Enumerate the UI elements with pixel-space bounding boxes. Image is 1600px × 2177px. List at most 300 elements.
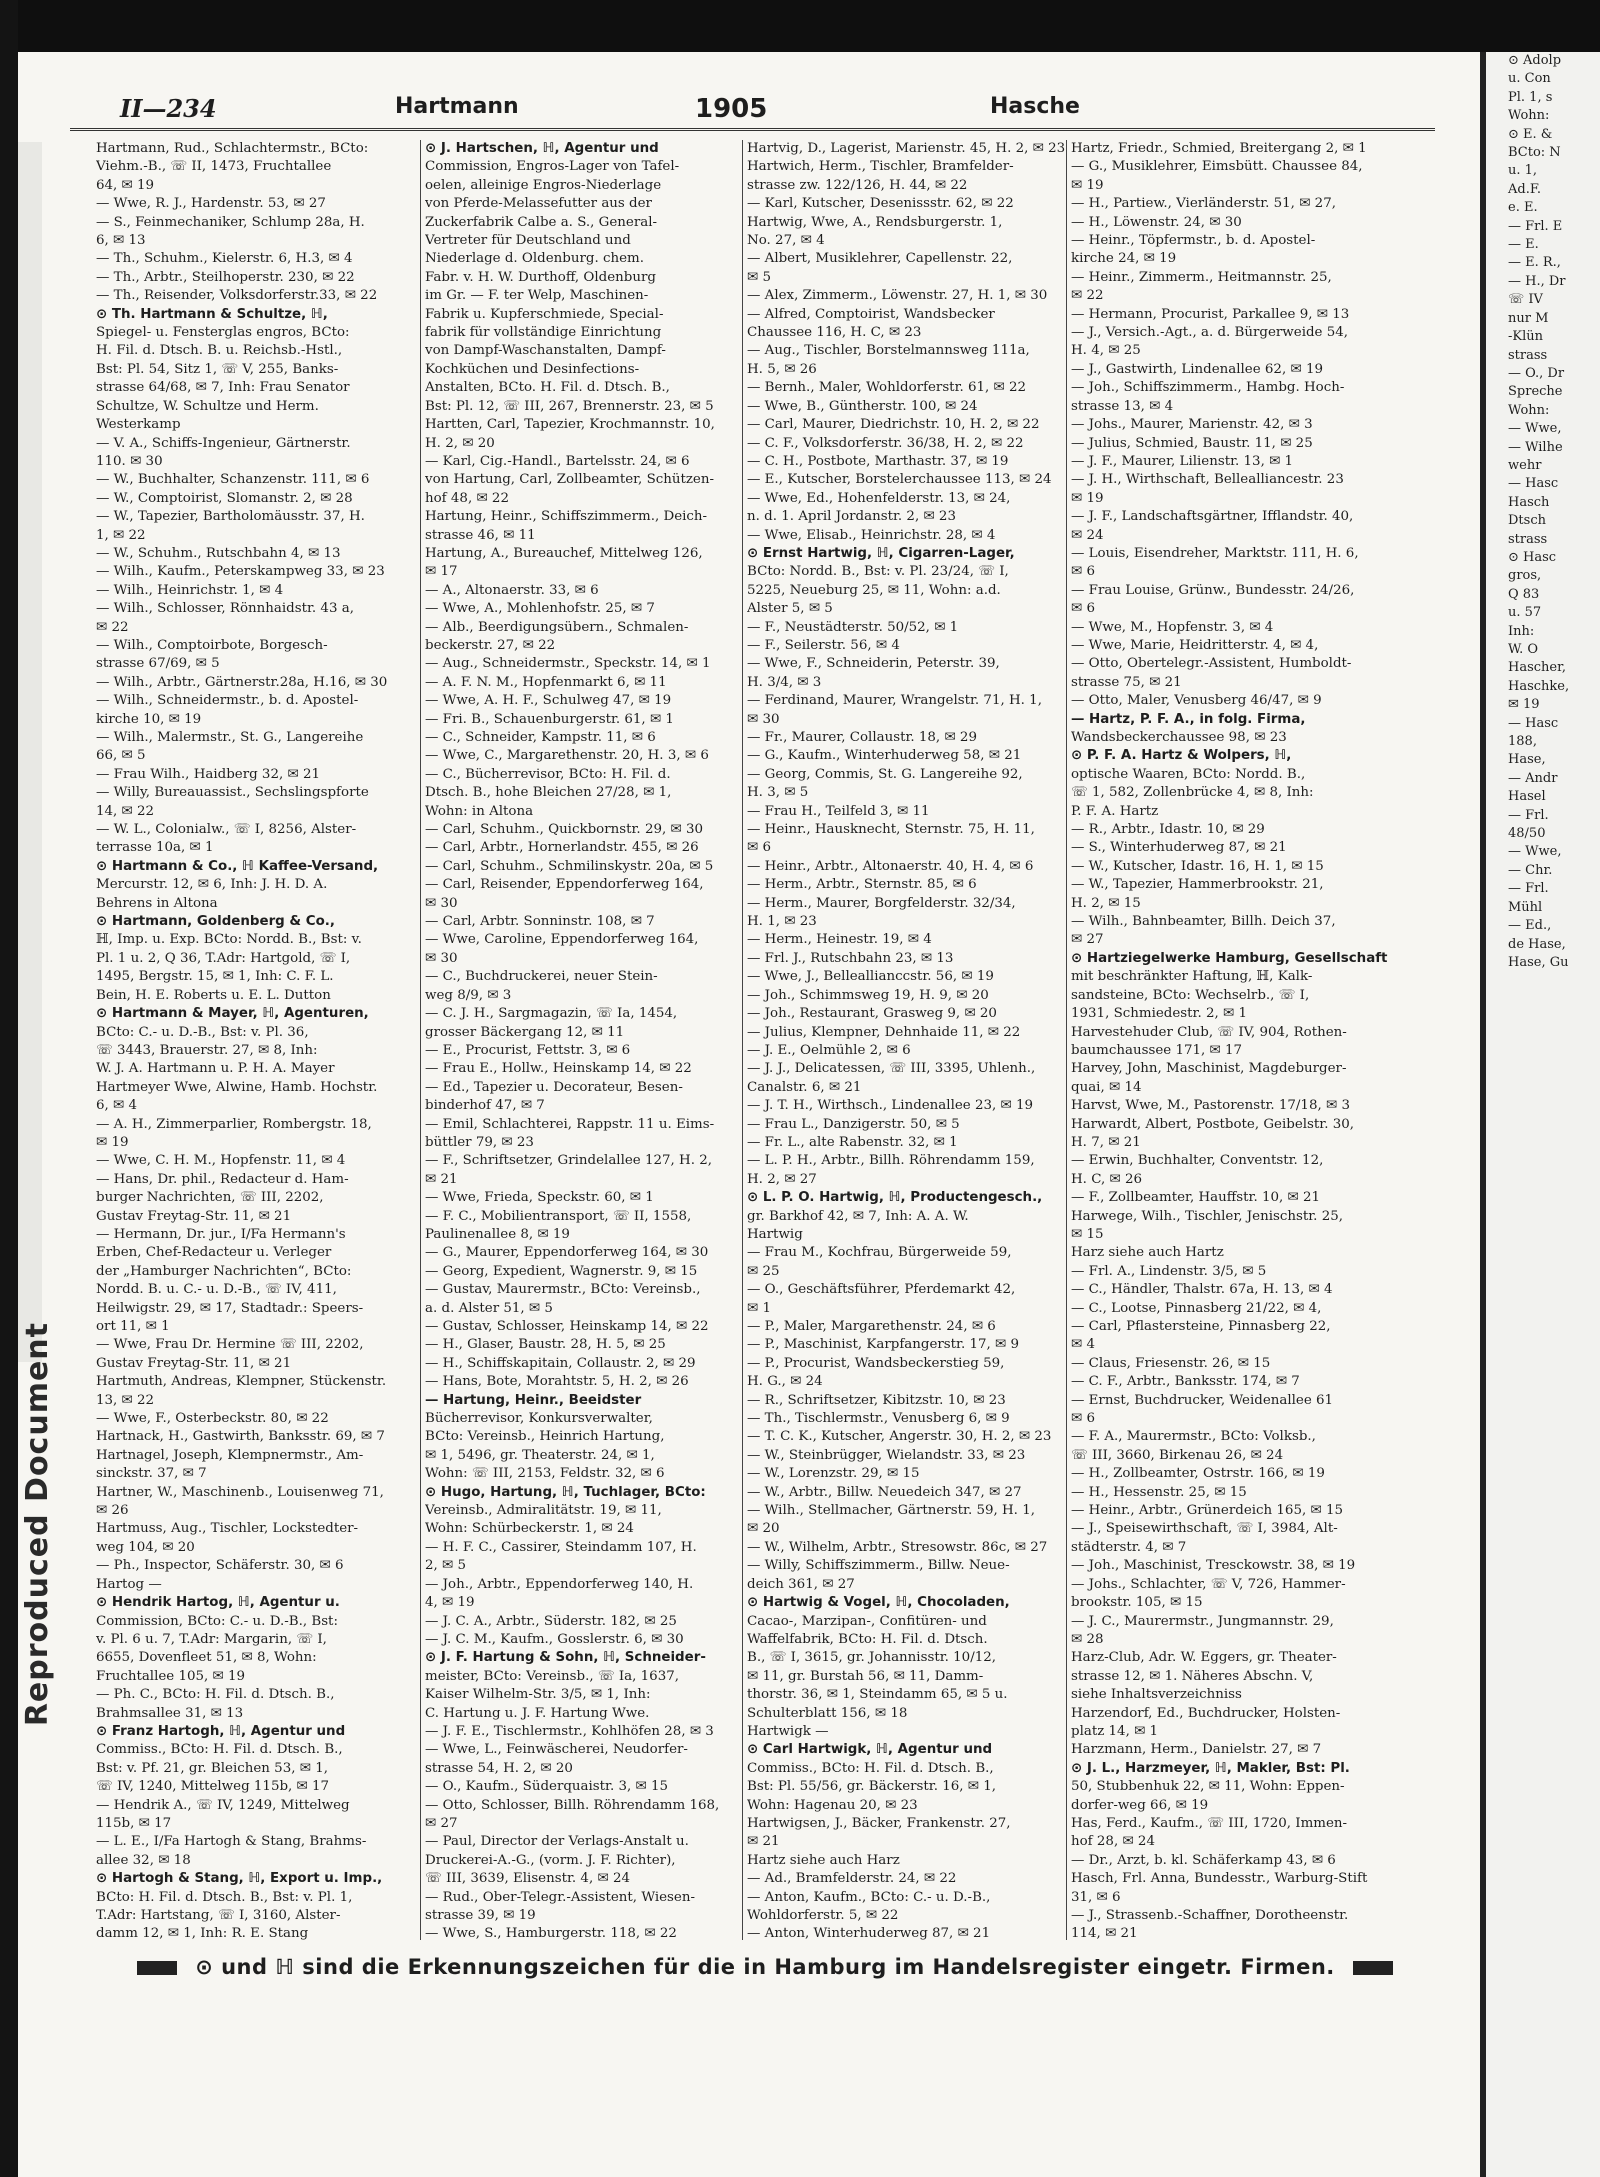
directory-entry-line: Dtsch. B., hohe Bleichen 27/28, ✉ 1,: [425, 785, 672, 801]
directory-entry-line: H. 7, ✉ 21: [1071, 1134, 1141, 1150]
directory-entry-line: — Wwe, A., Mohlenhofstr. 25, ✉ 7: [425, 601, 655, 617]
directory-entry-line: H. G., ✉ 24: [747, 1374, 823, 1390]
directory-entry-line: — S., Winterhuderweg 87, ✉ 21: [1071, 840, 1287, 856]
directory-entry-line: Commiss., BCto: H. Fil. d. Dtsch. B.,: [747, 1760, 994, 1776]
directory-entry-line: 4, ✉ 19: [425, 1595, 475, 1611]
directory-entry-line: ✉ 30: [425, 895, 458, 911]
directory-entry-line: — Wwe, A. H. F., Schulweg 47, ✉ 19: [425, 693, 672, 709]
directory-entry-line: — Fr., Maurer, Collaustr. 18, ✉ 29: [747, 730, 977, 745]
directory-entry-line: ⊙ J. L., Harzmeyer, ℍ, Makler, Bst: Pl.: [1071, 1760, 1350, 1776]
directory-entry-line: ⊙ Hartziegelwerke Hamburg, Gesellschaft: [1071, 950, 1388, 966]
directory-entry-line: — J., Versich.-Agt., a. d. Bürgerweide 54,: [1071, 325, 1349, 341]
directory-column-1: [96, 140, 414, 1940]
directory-entry-line: — Frau L., Danzigerstr. 50, ✉ 5: [747, 1116, 960, 1132]
next-page-fragment: Hasch: [1508, 494, 1550, 510]
directory-entry-line: — H. F. C., Cassirer, Steindamm 107, H.: [425, 1539, 697, 1555]
directory-entry-line: 2, ✉ 5: [425, 1558, 467, 1574]
directory-entry-line: Canalstr. 6, ✉ 21: [747, 1079, 862, 1095]
next-page-fragment: — O., Dr: [1508, 365, 1565, 381]
directory-entry-line: Harwege, Wilh., Tischler, Jenischstr. 25,: [1071, 1208, 1343, 1224]
directory-entry-line: — Gustav, Schlosser, Heinskamp 14, ✉ 22: [425, 1319, 709, 1334]
directory-entry-line: Commission, Engros-Lager von Tafel-: [425, 159, 680, 175]
next-page-fragment: 48/50: [1508, 826, 1546, 842]
directory-entry-line: 31, ✉ 6: [1071, 1889, 1121, 1905]
directory-entry-line: ✉ 19: [96, 1134, 129, 1150]
directory-entry-line: — O., Geschäftsführer, Pferdemarkt 42,: [747, 1282, 1016, 1298]
directory-entry-line: ⊙ Hartmann & Mayer, ℍ, Agenturen,: [96, 1006, 369, 1022]
directory-entry-line: — Frau H., Teilfeld 3, ✉ 11: [747, 803, 930, 819]
directory-entry-line: ✉ 26: [96, 1503, 129, 1519]
directory-entry-line: Cacao-, Marzipan-, Confitüren- und: [747, 1613, 987, 1629]
next-page-fragment: — Hasc: [1508, 715, 1559, 731]
next-page-fragment: ☏ IV: [1508, 292, 1543, 308]
directory-entry-line: Wohn: Schürbeckerstr. 1, ✉ 24: [425, 1521, 634, 1537]
directory-entry-line: — Carl, Schuhm., Quickbornstr. 29, ✉ 30: [425, 822, 704, 838]
directory-entry-line: — Georg, Commis, St. G. Langereihe 92,: [747, 766, 1023, 782]
next-page-fragment: Wohn:: [1508, 108, 1550, 124]
directory-entry-line: ℍ, Imp. u. Exp. BCto: Nordd. B., Bst: v.: [96, 932, 362, 948]
directory-entry-line: — G., Maurer, Eppendorferweg 164, ✉ 30: [425, 1245, 709, 1261]
directory-entry-line: Hasch, Frl. Anna, Bundesstr., Warburg-Stift: [1071, 1871, 1368, 1887]
directory-entry-line: ✉ 1, 5496, gr. Theaterstr. 24, ✉ 1,: [425, 1447, 655, 1463]
directory-entry-line: — Wwe, F., Schneiderin, Peterstr. 39,: [747, 656, 1000, 672]
header-left-word: Hartmann: [395, 94, 519, 119]
directory-entry-line: — Hendrik A., ☏ IV, 1249, Mittelweg: [96, 1797, 350, 1813]
directory-entry-line: — J. H., Wirthschaft, Bellealliancestr. 23: [1071, 472, 1344, 488]
directory-entry-line: — H., Hessenstr. 25, ✉ 15: [1071, 1484, 1247, 1500]
next-page-fragment: Hascher,: [1508, 660, 1567, 676]
directory-entry-line: ✉ 6: [1071, 1411, 1095, 1427]
directory-entry-line: ✉ 24: [1071, 527, 1104, 543]
directory-entry-line: — Louis, Eisendreher, Marktstr. 111, H. 6,: [1071, 545, 1359, 561]
next-page-fragment: — Frl. E: [1508, 218, 1563, 234]
directory-entry-line: Hartmeyer Wwe, Alwine, Hamb. Hochstr.: [96, 1079, 378, 1095]
directory-entry-line: — W., Lorenzstr. 29, ✉ 15: [747, 1466, 920, 1482]
directory-entry-line: — C. H., Postbote, Marthastr. 37, ✉ 19: [747, 453, 1009, 469]
directory-entry-line: — Carl, Maurer, Diedrichstr. 10, H. 2, ✉ 22: [747, 417, 1040, 433]
directory-entry-line: damm 12, ✉ 1, Inh: R. E. Stang: [96, 1926, 309, 1940]
next-page-fragment: u. 1,: [1508, 163, 1538, 179]
page-number: II—234: [120, 94, 217, 123]
directory-entry-line: — J. T. H., Wirthsch., Lindenallee 23, ✉ 19: [747, 1098, 1034, 1114]
directory-entry-line: 66, ✉ 5: [96, 748, 146, 764]
directory-entry-line: Schulterblatt 156, ✉ 18: [747, 1705, 908, 1721]
directory-entry-line: — Frau Louise, Grünw., Bundesstr. 24/26,: [1071, 582, 1355, 598]
directory-entry-line: — Wwe, R. J., Hardenstr. 53, ✉ 27: [96, 196, 326, 212]
directory-entry-line: ⊙ Hendrik Hartog, ℍ, Agentur u.: [96, 1595, 340, 1611]
directory-entry-line: BCto: H. Fil. d. Dtsch. B., Bst: v. Pl. 1,: [96, 1889, 353, 1905]
pointing-hand-right-icon: [1353, 1961, 1393, 1975]
directory-entry-line: mit beschränkter Haftung, ℍ, Kalk-: [1071, 969, 1313, 985]
directory-entry-line: ort 11, ✉ 1: [96, 1319, 170, 1334]
directory-entry-line: — H., Löwenstr. 24, ✉ 30: [1071, 214, 1242, 230]
directory-entry-line: ⊙ Hartmann, Goldenberg & Co.,: [96, 914, 335, 930]
directory-entry-line: — Paul, Director der Verlags-Anstalt u.: [425, 1834, 689, 1850]
directory-entry-line: H. 1, ✉ 23: [747, 914, 817, 930]
directory-entry-line: Hartwich, Herm., Tischler, Bramfelder-: [747, 159, 1014, 175]
directory-entry-line: — Th., Tischlermstr., Venusberg 6, ✉ 9: [747, 1411, 1010, 1427]
directory-entry-line: ✉ 27: [1071, 932, 1104, 948]
directory-entry-line: Kaiser Wilhelm-Str. 3/5, ✉ 1, Inh:: [425, 1687, 651, 1703]
directory-entry-line: T.Adr: Hartstang, ☏ I, 3160, Alster-: [96, 1908, 341, 1923]
directory-entry-line: hof 28, ✉ 24: [1071, 1834, 1155, 1850]
directory-entry-line: a. d. Alster 51, ✉ 5: [425, 1300, 553, 1316]
directory-entry-line: — C. F., Volksdorferstr. 36/38, H. 2, ✉ 22: [747, 435, 1024, 451]
directory-entry-line: ⊙ Hugo, Hartung, ℍ, Tuchlager, BCto:: [425, 1484, 706, 1500]
directory-entry-line: — J. F., Landschaftsgärtner, Ifflandstr. 40,: [1071, 509, 1354, 525]
directory-entry-line: baumchaussee 171, ✉ 17: [1071, 1042, 1243, 1058]
directory-entry-line: — E., Kutscher, Borstelerchaussee 113, ✉ 24: [747, 472, 1052, 488]
next-page-fragment: u. 57: [1508, 605, 1542, 621]
directory-entry-line: — P., Maler, Margarethenstr. 24, ✉ 6: [747, 1319, 996, 1334]
directory-entry-line: ☏ IV, 1240, Mittelweg 115b, ✉ 17: [96, 1779, 330, 1795]
directory-entry-line: ⊙ Carl Hartwigk, ℍ, Agentur und: [747, 1742, 993, 1758]
directory-entry-line: ⊙ Th. Hartmann & Schultze, ℍ,: [96, 306, 328, 322]
directory-entry-line: H. 2, ✉ 20: [425, 435, 495, 451]
directory-entry-line: strasse zw. 122/126, H. 44, ✉ 22: [747, 177, 968, 193]
next-page-fragment: — Wilhe: [1508, 439, 1563, 455]
directory-entry-line: weg 104, ✉ 20: [96, 1539, 195, 1555]
directory-entry-line: 6, ✉ 4: [96, 1098, 138, 1114]
directory-entry-line: hof 48, ✉ 22: [425, 490, 509, 506]
directory-entry-line: beckerstr. 27, ✉ 22: [425, 637, 556, 653]
directory-entry-line: Paulinenallee 8, ✉ 19: [425, 1226, 570, 1242]
next-page-fragment: Haschke,: [1508, 678, 1570, 694]
directory-entry-line: Druckerei-A.-G., (vorm. J. F. Richter),: [425, 1852, 676, 1868]
directory-entry-line: thorstr. 36, ✉ 1, Steindamm 65, ✉ 5 u.: [747, 1687, 1008, 1703]
directory-entry-line: — Alb., Beerdigungsübern., Schmalen-: [425, 619, 689, 635]
directory-entry-line: der „Hamburger Nachrichten“, BCto:: [96, 1263, 352, 1279]
next-page-fragment: strass: [1508, 531, 1548, 547]
directory-entry-line: — Heinr., Arbtr., Grünerdeich 165, ✉ 15: [1071, 1503, 1343, 1519]
directory-entry-line: — Alfred, Comptoirist, Wandsbecker: [747, 306, 995, 322]
directory-entry-line: Bein, H. E. Roberts u. E. L. Dutton: [96, 987, 331, 1003]
directory-entry-line: Hartner, W., Maschinenb., Louisenweg 71,: [96, 1484, 384, 1500]
directory-entry-line: — Wilh., Stellmacher, Gärtnerstr. 59, H. 1,: [747, 1503, 1035, 1519]
directory-entry-line: ✉ 15: [1071, 1226, 1104, 1242]
directory-entry-line: — C., Buchdruckerei, neuer Stein-: [425, 969, 658, 985]
directory-entry-line: — Herm., Heinestr. 19, ✉ 4: [747, 932, 932, 948]
directory-entry-line: — W., Steinbrügger, Wielandstr. 33, ✉ 23: [747, 1447, 1026, 1463]
directory-entry-line: BCto: Vereinsb., Heinrich Hartung,: [425, 1429, 665, 1445]
directory-entry-line: — Heinr., Töpfermstr., b. d. Apostel-: [1071, 233, 1316, 249]
directory-entry-line: — Ph., Inspector, Schäferstr. 30, ✉ 6: [96, 1558, 344, 1574]
directory-entry-line: — Wwe, B., Güntherstr. 100, ✉ 24: [747, 398, 978, 414]
directory-entry-line: 1, ✉ 22: [96, 527, 146, 543]
next-page-fragment: Mühl: [1508, 899, 1543, 915]
directory-entry-line: Chaussee 116, H. C, ✉ 23: [747, 325, 922, 341]
directory-entry-line: — J., Strassenb.-Schaffner, Dorotheenstr.: [1071, 1908, 1349, 1923]
directory-entry-line: — L. P. H., Arbtr., Billh. Röhrendamm 159,: [747, 1153, 1035, 1169]
directory-entry-line: ☏ 1, 582, Zollenbrücke 4, ✉ 8, Inh:: [1071, 785, 1314, 801]
next-page-fragment: Spreche: [1508, 384, 1563, 400]
directory-entry-line: n. d. 1. April Jordanstr. 2, ✉ 23: [747, 509, 956, 525]
next-page-fragment: 188,: [1508, 734, 1537, 750]
directory-entry-line: ✉ 5: [747, 269, 771, 285]
next-page-fragment: de Hase,: [1508, 936, 1566, 952]
directory-entry-line: ✉ 21: [425, 1171, 458, 1187]
directory-entry-line: Viehm.-B., ☏ II, 1473, Fruchtallee: [96, 159, 332, 175]
directory-entry-line: — H., Zollbeamter, Ostrstr. 166, ✉ 19: [1071, 1466, 1325, 1482]
directory-entry-line: H. 4, ✉ 25: [1071, 343, 1141, 359]
next-page-fragment: ✉ 19: [1508, 697, 1540, 713]
directory-entry-line: — W., Schuhm., Rutschbahn 4, ✉ 13: [96, 545, 341, 561]
directory-entry-line: No. 27, ✉ 4: [747, 233, 825, 249]
directory-entry-line: — E., Procurist, Fettstr. 3, ✉ 6: [425, 1042, 631, 1058]
directory-entry-line: — C., Lootse, Pinnasberg 21/22, ✉ 4,: [1071, 1300, 1322, 1316]
directory-entry-line: ✉ 19: [1071, 490, 1104, 506]
directory-entry-line: BCto: Nordd. B., Bst: v. Pl. 23/24, ☏ I,: [747, 564, 1009, 580]
directory-entry-line: sinckstr. 37, ✉ 7: [96, 1466, 207, 1482]
directory-entry-line: — F., Neustädterstr. 50/52, ✉ 1: [747, 619, 959, 635]
directory-entry-line: strasse 64/68, ✉ 7, Inh: Frau Senator: [96, 380, 350, 396]
directory-entry-line: ✉ 4: [1071, 1337, 1095, 1353]
directory-entry-line: — Claus, Friesenstr. 26, ✉ 15: [1071, 1355, 1271, 1371]
directory-entry-line: strasse 67/69, ✉ 5: [96, 656, 220, 672]
directory-entry-line: Pl. 1 u. 2, Q 36, T.Adr: Hartgold, ☏ I,: [96, 950, 351, 966]
directory-entry-line: Hartmann, Rud., Schlachtermstr., BCto:: [96, 141, 369, 156]
directory-entry-line: — Th., Reisender, Volksdorferstr.33, ✉ 22: [96, 288, 378, 304]
next-page-fragment: — Wwe,: [1508, 421, 1562, 437]
directory-entry-line: Hartwig, Wwe, A., Rendsburgerstr. 1,: [747, 214, 1003, 230]
directory-entry-line: — Th., Schuhm., Kielerstr. 6, H.3, ✉ 4: [96, 251, 353, 267]
directory-entry-line: W. J. A. Hartmann u. P. H. A. Mayer: [96, 1061, 335, 1077]
directory-entry-line: von Pferde-Melassefutter aus der: [425, 196, 652, 212]
directory-entry-line: ✉ 17: [425, 564, 458, 580]
next-page-fragment: e. E.: [1508, 200, 1538, 216]
directory-entry-line: Hartnack, H., Gastwirth, Banksstr. 69, ✉ 7: [96, 1429, 385, 1445]
next-page-fragment: strass: [1508, 347, 1548, 363]
directory-entry-line: — Aug., Tischler, Borstelmannsweg 111a,: [747, 343, 1030, 359]
directory-entry-line: — Herm., Arbtr., Sternstr. 85, ✉ 6: [747, 877, 977, 893]
directory-entry-line: — Ferdinand, Maurer, Wrangelstr. 71, H. 1,: [747, 693, 1042, 709]
directory-entry-line: ✉ 1: [747, 1300, 771, 1316]
directory-entry-line: — F., Zollbeamter, Hauffstr. 10, ✉ 21: [1071, 1190, 1321, 1206]
directory-entry-line: ✉ 30: [747, 711, 780, 727]
directory-entry-line: — J. E., Oelmühle 2, ✉ 6: [747, 1042, 911, 1058]
directory-entry-line: Wandsbeckerchaussee 98, ✉ 23: [1071, 730, 1287, 745]
directory-entry-line: 5225, Neueburg 25, ✉ 11, Wohn: a.d.: [747, 582, 1001, 598]
directory-entry-line: ⊙ P. F. A. Hartz & Wolpers, ℍ,: [1071, 748, 1292, 764]
directory-entry-line: ⊙ L. P. O. Hartwig, ℍ, Productengesch.,: [747, 1190, 1043, 1206]
directory-entry-line: — A. F. N. M., Hopfenmarkt 6, ✉ 11: [425, 674, 667, 690]
directory-entry-line: 1495, Bergstr. 15, ✉ 1, Inh: C. F. L.: [96, 969, 334, 985]
header-right-word: Hasche: [990, 94, 1080, 119]
directory-entry-line: weg 8/9, ✉ 3: [425, 987, 512, 1003]
directory-entry-line: Has, Ferd., Kaufm., ☏ III, 1720, Immen-: [1071, 1815, 1348, 1831]
directory-entry-line: — R., Arbtr., Idastr. 10, ✉ 29: [1071, 822, 1265, 838]
directory-entry-line: — Wwe, Caroline, Eppendorferweg 164,: [425, 932, 699, 948]
directory-entry-line: ⊙ Ernst Hartwig, ℍ, Cigarren-Lager,: [747, 545, 1015, 561]
directory-entry-line: Hartung, Heinr., Schiffszimmerm., Deich-: [425, 509, 708, 525]
directory-entry-line: — Frau E., Hollw., Heinskamp 14, ✉ 22: [425, 1061, 692, 1077]
directory-entry-line: — Johs., Maurer, Marienstr. 42, ✉ 3: [1071, 417, 1313, 433]
directory-entry-line: ⊙ Hartogh & Stang, ℍ, Export u. Imp.,: [96, 1871, 383, 1887]
directory-entry-line: — Hans, Dr. phil., Redacteur d. Ham-: [96, 1171, 349, 1187]
directory-entry-line: Hartmuth, Andreas, Klempner, Stückenstr.: [96, 1374, 387, 1390]
directory-entry-line: — W., Buchhalter, Schanzenstr. 111, ✉ 6: [96, 472, 370, 488]
directory-entry-line: 14, ✉ 22: [96, 803, 155, 819]
gutter-label: Reproduced Document: [20, 1322, 55, 1727]
scan-border-left: [0, 0, 18, 2177]
directory-entry-line: 110. ✉ 30: [96, 453, 163, 469]
footer-note: ⊙ und ℍ sind die Erkennungszeichen für die in Hamburg im Handelsregister eingetr. Firmen.: [195, 1955, 1335, 1979]
next-page-fragment: gros,: [1508, 568, 1542, 584]
directory-entry-line: Harvestehuder Club, ☏ IV, 904, Rothen-: [1071, 1024, 1347, 1040]
directory-entry-line: Commiss., BCto: H. Fil. d. Dtsch. B.,: [96, 1742, 343, 1758]
directory-entry-line: — Otto, Obertelegr.-Assistent, Humboldt-: [1071, 656, 1352, 672]
directory-entry-line: ✉ 21: [747, 1834, 780, 1850]
page-header: [70, 88, 1435, 131]
directory-entry-line: ⊙ Franz Hartogh, ℍ, Agentur und: [96, 1723, 346, 1739]
directory-entry-line: — V. A., Schiffs-Ingenieur, Gärtnerstr.: [96, 435, 351, 451]
next-page-fragment: — Andr: [1508, 770, 1558, 786]
directory-entry-line: — L. E., I/Fa Hartogh & Stang, Brahms-: [96, 1834, 367, 1850]
directory-entry-line: H. C, ✉ 26: [1071, 1171, 1142, 1187]
directory-entry-line: ☏ III, 3660, Birkenau 26, ✉ 24: [1071, 1447, 1284, 1463]
directory-entry-line: Wohn: in Altona: [425, 803, 534, 819]
directory-entry-line: Fabrik u. Kupferschmiede, Special-: [425, 306, 664, 322]
directory-entry-line: — Wwe, Marie, Heidritterstr. 4, ✉ 4,: [1071, 637, 1319, 653]
directory-entry-line: — Wwe, C. H. M., Hopfenstr. 11, ✉ 4: [96, 1153, 346, 1169]
next-page-fragment: — Frl.: [1508, 807, 1549, 823]
directory-entry-line: C. Hartung u. J. F. Hartung Wwe.: [425, 1705, 650, 1721]
header-year: 1905: [695, 94, 768, 124]
directory-entry-line: — F. C., Mobilientransport, ☏ II, 1558,: [425, 1208, 692, 1224]
next-page-fragment: wehr: [1508, 457, 1542, 473]
directory-entry-line: — Wwe, M., Hopfenstr. 3, ✉ 4: [1071, 619, 1274, 635]
directory-entry-line: H. 5, ✉ 26: [747, 361, 817, 377]
directory-entry-line: — Wilh., Malermstr., St. G., Langereihe: [96, 730, 364, 745]
directory-entry-line: — Hartz, P. F. A., in folg. Firma,: [1071, 711, 1306, 727]
pointing-hand-left-icon: [137, 1961, 177, 1975]
next-page-fragment: Inh:: [1508, 623, 1535, 639]
directory-entry-line: — H., Partiew., Vierländerstr. 51, ✉ 27,: [1071, 196, 1336, 212]
directory-entry-line: — Julius, Klempner, Dehnhaide 11, ✉ 22: [747, 1024, 1021, 1040]
directory-entry-line: Bücherrevisor, Konkursverwalter,: [425, 1411, 653, 1427]
directory-entry-line: — Carl, Arbtr., Hornerlandstr. 455, ✉ 26: [425, 840, 699, 856]
next-page-fragment: Hase, Gu: [1508, 954, 1569, 970]
directory-entry-line: H. 3/4, ✉ 3: [747, 674, 822, 690]
directory-entry-line: 1931, Schmiedestr. 2, ✉ 1: [1071, 1006, 1248, 1022]
directory-entry-line: — Wilh., Kaufm., Peterskampweg 33, ✉ 23: [96, 564, 385, 580]
directory-entry-line: — Wwe, F., Osterbeckstr. 80, ✉ 22: [96, 1411, 329, 1427]
directory-entry-line: Bst: v. Pf. 21, gr. Bleichen 53, ✉ 1,: [96, 1760, 328, 1776]
next-page-fragment: Ad.F.: [1508, 181, 1541, 197]
directory-entry-line: H. 2, ✉ 27: [747, 1171, 817, 1187]
directory-entry-line: — C., Schneider, Kampstr. 11, ✉ 6: [425, 730, 656, 745]
directory-entry-line: — Joh., Restaurant, Grasweg 9, ✉ 20: [747, 1006, 997, 1022]
directory-entry-line: — Wilh., Schlosser, Rönnhaidstr. 43 a,: [96, 601, 354, 617]
directory-entry-line: 114, ✉ 21: [1071, 1926, 1138, 1940]
directory-entry-line: — C., Bücherrevisor, BCto: H. Fil. d.: [425, 766, 671, 782]
directory-entry-line: Hartnagel, Joseph, Klempnermstr., Am-: [96, 1447, 364, 1463]
directory-entry-line: Wohn: Hagenau 20, ✉ 23: [747, 1797, 918, 1813]
directory-entry-line: — Joh., Maschinist, Tresckowstr. 38, ✉ 19: [1071, 1558, 1356, 1574]
next-page-fragment: BCto: N: [1508, 145, 1561, 161]
scan-border-top: [0, 0, 1600, 52]
directory-entry-line: — Georg, Expedient, Wagnerstr. 9, ✉ 15: [425, 1263, 698, 1279]
directory-entry-line: — Willy, Schiffszimmerm., Billw. Neue-: [747, 1558, 1010, 1574]
directory-entry-line: — A. H., Zimmerparlier, Rombergstr. 18,: [96, 1116, 372, 1132]
directory-entry-line: Harwardt, Albert, Postbote, Geibelstr. 30,: [1071, 1116, 1355, 1132]
directory-entry-line: — Karl, Cig.-Handl., Bartelsstr. 24, ✉ 6: [425, 453, 690, 469]
directory-entry-line: Hartwig: [747, 1226, 803, 1242]
directory-entry-line: — Willy, Bureauassist., Sechslingspforte: [96, 785, 369, 801]
directory-entry-line: Waffelfabrik, BCto: H. Fil. d. Dtsch.: [747, 1631, 988, 1647]
directory-entry-line: — Rud., Ober-Telegr.-Assistent, Wiesen-: [425, 1889, 695, 1905]
directory-entry-line: ✉ 22: [96, 619, 129, 635]
directory-entry-line: Anstalten, BCto. H. Fil. d. Dtsch. B.,: [425, 380, 670, 396]
directory-entry-line: Zuckerfabrik Calbe a. S., General-: [425, 214, 658, 230]
directory-entry-line: 115b, ✉ 17: [96, 1815, 172, 1831]
directory-entry-line: Vereinsb., Admiralitätstr. 19, ✉ 11,: [425, 1503, 662, 1519]
directory-entry-line: — P., Procurist, Wandsbeckerstieg 59,: [747, 1355, 1005, 1371]
directory-entry-line: Heilwigstr. 29, ✉ 17, Stadtadr.: Speers-: [96, 1300, 364, 1316]
directory-entry-line: — Fri. B., Schauenburgerstr. 61, ✉ 1: [425, 711, 674, 727]
directory-entry-line: v. Pl. 6 u. 7, T.Adr: Margarin, ☏ I,: [96, 1631, 327, 1647]
directory-entry-line: BCto: C.- u. D.-B., Bst: v. Pl. 36,: [96, 1024, 309, 1040]
directory-entry-line: deich 361, ✉ 27: [747, 1576, 855, 1592]
directory-entry-line: — Wilh., Schneidermstr., b. d. Apostel-: [96, 693, 359, 709]
directory-entry-line: Harzmann, Herm., Danielstr. 27, ✉ 7: [1071, 1742, 1322, 1758]
directory-entry-line: — Hermann, Dr. jur., I/Fa Hermann's: [96, 1226, 346, 1242]
directory-entry-line: Hartz siehe auch Harz: [747, 1852, 900, 1868]
directory-entry-line: H. 2, ✉ 15: [1071, 895, 1141, 911]
directory-entry-line: — Wwe, L., Feinwäscherei, Neudorfer-: [425, 1742, 688, 1758]
next-page-fragment: — E.: [1508, 237, 1539, 253]
directory-entry-line: ☏ III, 3639, Elisenstr. 4, ✉ 24: [425, 1871, 630, 1887]
directory-entry-line: — W., Wilhelm, Arbtr., Stresowstr. 86c, ✉ 27: [747, 1539, 1048, 1555]
directory-entry-line: — Wwe, S., Hamburgerstr. 118, ✉ 22: [425, 1926, 677, 1940]
directory-entry-line: — Joh., Schiffszimmerm., Hambg. Hoch-: [1071, 380, 1345, 396]
directory-entry-line: ⊙ Hartmann & Co., ℍ Kaffee-Versand,: [96, 858, 379, 874]
directory-entry-line: — Wwe, C., Margarethenstr. 20, H. 3, ✉ 6: [425, 748, 709, 764]
directory-entry-line: — Ed., Tapezier u. Decorateur, Besen-: [425, 1079, 683, 1095]
directory-entry-line: ✉ 25: [747, 1263, 780, 1279]
directory-entry-line: — J. C. A., Arbtr., Süderstr. 182, ✉ 25: [425, 1613, 677, 1629]
directory-entry-line: ✉ 22: [1071, 288, 1104, 304]
directory-entry-line: Bst: Pl. 54, Sitz 1, ☏ V, 255, Banks-: [96, 361, 339, 377]
directory-entry-line: — J. J., Delicatessen, ☏ III, 3395, Uhlenh.,: [747, 1061, 1036, 1077]
directory-entry-line: Gustav Freytag-Str. 11, ✉ 21: [96, 1355, 292, 1371]
directory-entry-line: brookstr. 105, ✉ 15: [1071, 1595, 1203, 1611]
directory-entry-line: — G., Musiklehrer, Eimsbütt. Chaussee 84,: [1071, 159, 1363, 175]
directory-entry-line: dorfer-weg 66, ✉ 19: [1071, 1797, 1209, 1813]
directory-entry-line: H. Fil. d. Dtsch. B. u. Reichsb.-Hstl.,: [96, 343, 343, 359]
directory-entry-line: — C. F., Arbtr., Banksstr. 174, ✉ 7: [1071, 1374, 1300, 1390]
directory-entry-line: — C. J. H., Sargmagazin, ☏ Ia, 1454,: [425, 1006, 678, 1022]
directory-entry-line: büttler 79, ✉ 23: [425, 1134, 534, 1150]
directory-entry-line: Hartwigsen, J., Bäcker, Frankenstr. 27,: [747, 1815, 1011, 1831]
directory-entry-line: Hartten, Carl, Tapezier, Krochmannstr. 10,: [425, 417, 715, 433]
directory-entry-line: Fruchtallee 105, ✉ 19: [96, 1668, 246, 1684]
directory-entry-line: — H., Schiffskapitain, Collaustr. 2, ✉ 29: [425, 1355, 696, 1371]
directory-entry-line: — Albert, Musiklehrer, Capellenstr. 22,: [747, 251, 1013, 267]
directory-entry-line: — Frau M., Kochfrau, Bürgerweide 59,: [747, 1245, 1012, 1261]
directory-entry-line: binderhof 47, ✉ 7: [425, 1098, 545, 1114]
directory-entry-line: — Hartung, Heinr., Beeidster: [425, 1392, 642, 1408]
directory-entry-line: — J. F. E., Tischlermstr., Kohlhöfen 28, ✉ 3: [425, 1723, 714, 1739]
directory-entry-line: allee 32, ✉ 18: [96, 1852, 191, 1868]
directory-entry-line: Wohldorferstr. 5, ✉ 22: [747, 1908, 899, 1923]
next-page-fragment: Hase,: [1508, 752, 1546, 768]
directory-entry-line: — W., Comptoirist, Slomanstr. 2, ✉ 28: [96, 490, 353, 506]
directory-entry-line: — W. L., Colonialw., ☏ I, 8256, Alster-: [96, 822, 357, 838]
directory-entry-line: — Otto, Maler, Venusberg 46/47, ✉ 9: [1071, 693, 1322, 709]
directory-entry-line: 6, ✉ 13: [96, 233, 146, 249]
next-page-edge: [1486, 52, 1600, 2177]
